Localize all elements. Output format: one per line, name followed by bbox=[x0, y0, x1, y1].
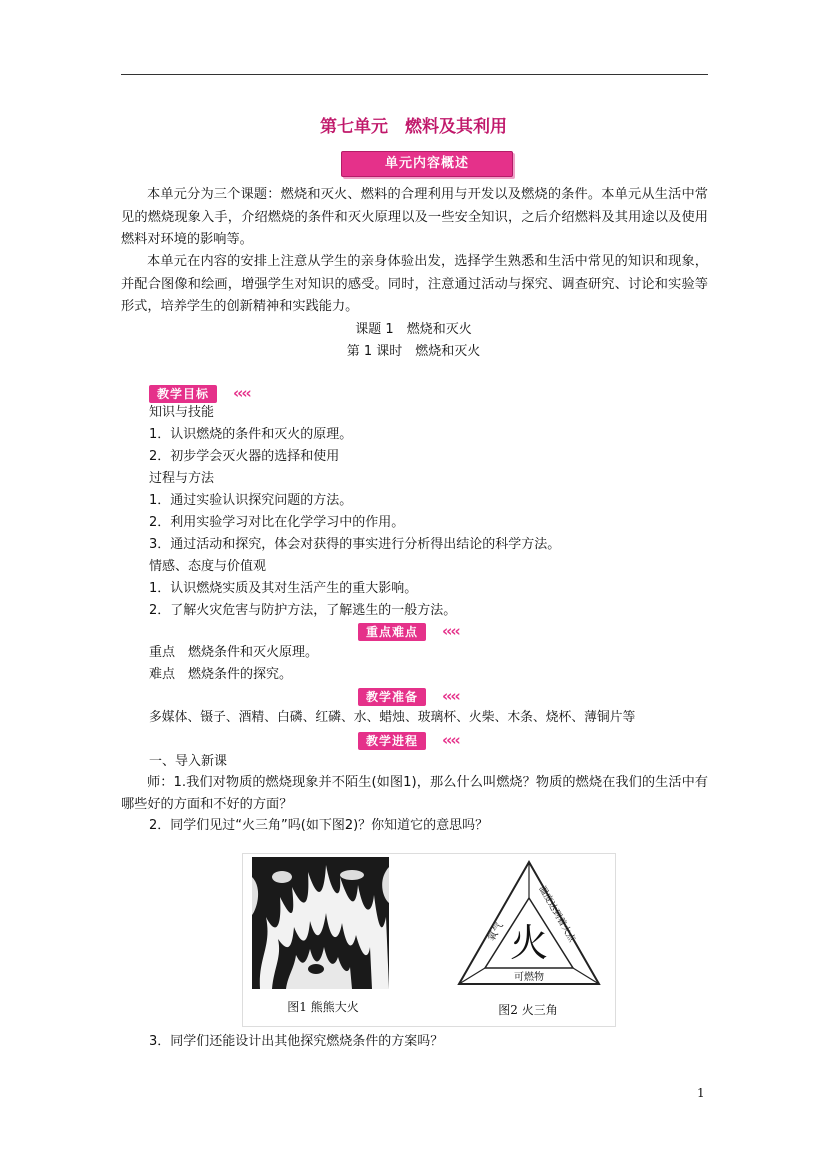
key-points-header bbox=[358, 623, 518, 641]
goals-line: 2．利用实验学习对比在化学学习中的作用。 bbox=[149, 515, 405, 530]
preparation-banner: 教学准备 bbox=[358, 688, 426, 706]
triangle-label-fuel: 可燃物 bbox=[514, 972, 544, 983]
fire-image bbox=[252, 857, 389, 989]
goals-arrows-icon: ‹‹‹‹ bbox=[233, 384, 250, 402]
triangle-label-oxygen: 氧气 bbox=[486, 920, 506, 944]
question-3: 3．同学们还能设计出其他探究燃烧条件的方案吗？ bbox=[149, 1034, 444, 1049]
goals-line: 2．了解火灾危害与防护方法，了解逃生的一般方法。 bbox=[149, 603, 457, 618]
key-point-line: 重点 燃烧条件和灭火原理。 bbox=[149, 645, 319, 660]
question-1: 师：1.我们对物质的燃烧现象并不陌生(如图1)，那么什么叫燃烧？物质的燃烧在我们的生活中有哪些好的方面和不好的方面？ bbox=[121, 775, 708, 812]
key-points-arrows-icon: ‹‹‹‹ bbox=[442, 622, 459, 640]
overview-paragraph-2: 本单元在内容的安排上注意从学生的亲身体验出发，选择学生熟悉和生活中常见的知识和现象，并配合图像和绘画，增强学生对知识的感受。同时，注意通过活动与探究、调查研究、讨论和实验等形式，培养学生的创新精神和实践能力。 bbox=[121, 254, 708, 314]
goals-line: 1．认识燃烧实质及其对生活产生的重大影响。 bbox=[149, 581, 418, 596]
goals-header bbox=[149, 385, 309, 403]
process-banner: 教学进程 bbox=[358, 732, 426, 750]
preparation-arrows-icon: ‹‹‹‹ bbox=[442, 687, 459, 705]
fire-triangle-diagram bbox=[455, 858, 603, 988]
overview-banner: 单元内容概述 bbox=[341, 151, 513, 177]
figure-1-caption: 图1 熊熊大火 bbox=[287, 1000, 359, 1014]
process-arrows-icon: ‹‹‹‹ bbox=[442, 731, 459, 749]
goals-line: 知识与技能 bbox=[149, 405, 215, 420]
process-header bbox=[358, 732, 518, 750]
difficulty-line: 难点 燃烧条件的探究。 bbox=[149, 667, 293, 682]
unit-title: 第七单元 燃料及其利用 bbox=[320, 117, 507, 137]
goals-line: 过程与方法 bbox=[149, 471, 215, 486]
goals-line: 情感、态度与价值观 bbox=[149, 559, 267, 574]
preparation-header bbox=[358, 688, 518, 706]
figure-2-caption: 图2 火三角 bbox=[498, 1003, 558, 1017]
triangle-label-ignition: 温度达到着火点 bbox=[536, 884, 577, 945]
header-rule bbox=[121, 74, 708, 75]
lesson-topic: 课题 1 燃烧和灭火 bbox=[355, 322, 472, 337]
goals-line: 2．初步学会灭火器的选择和使用 bbox=[149, 449, 340, 464]
fire-character: 火 bbox=[509, 921, 549, 965]
key-points-banner: 重点难点 bbox=[358, 623, 426, 641]
goals-line: 3．通过活动和探究，体会对获得的事实进行分析得出结论的科学方法。 bbox=[149, 537, 561, 552]
preparation-materials: 多媒体、镊子、酒精、白磷、红磷、水、蜡烛、玻璃杯、火柴、木条、烧杯、薄铜片等 bbox=[149, 710, 636, 725]
goals-banner: 教学目标 bbox=[149, 385, 217, 403]
goals-line: 1．认识燃烧的条件和灭火的原理。 bbox=[149, 427, 353, 442]
page-number: 1 bbox=[697, 1086, 705, 1100]
overview-paragraph-1: 本单元分为三个课题：燃烧和灭火、燃料的合理利用与开发以及燃烧的条件。本单元从生活中常见的燃烧现象入手，介绍燃烧的条件和灭火原理以及一些安全知识，之后介绍燃料及其用途以及使用燃料对环境的影响等。 bbox=[121, 187, 708, 247]
question-2: 2．同学们见过“火三角”吗(如下图2)？你知道它的意思吗？ bbox=[149, 818, 489, 833]
process-heading: 一、导入新课 bbox=[149, 754, 228, 769]
lesson-period: 第 1 课时 燃烧和灭火 bbox=[346, 344, 481, 359]
goals-line: 1．通过实验认识探究问题的方法。 bbox=[149, 493, 353, 508]
